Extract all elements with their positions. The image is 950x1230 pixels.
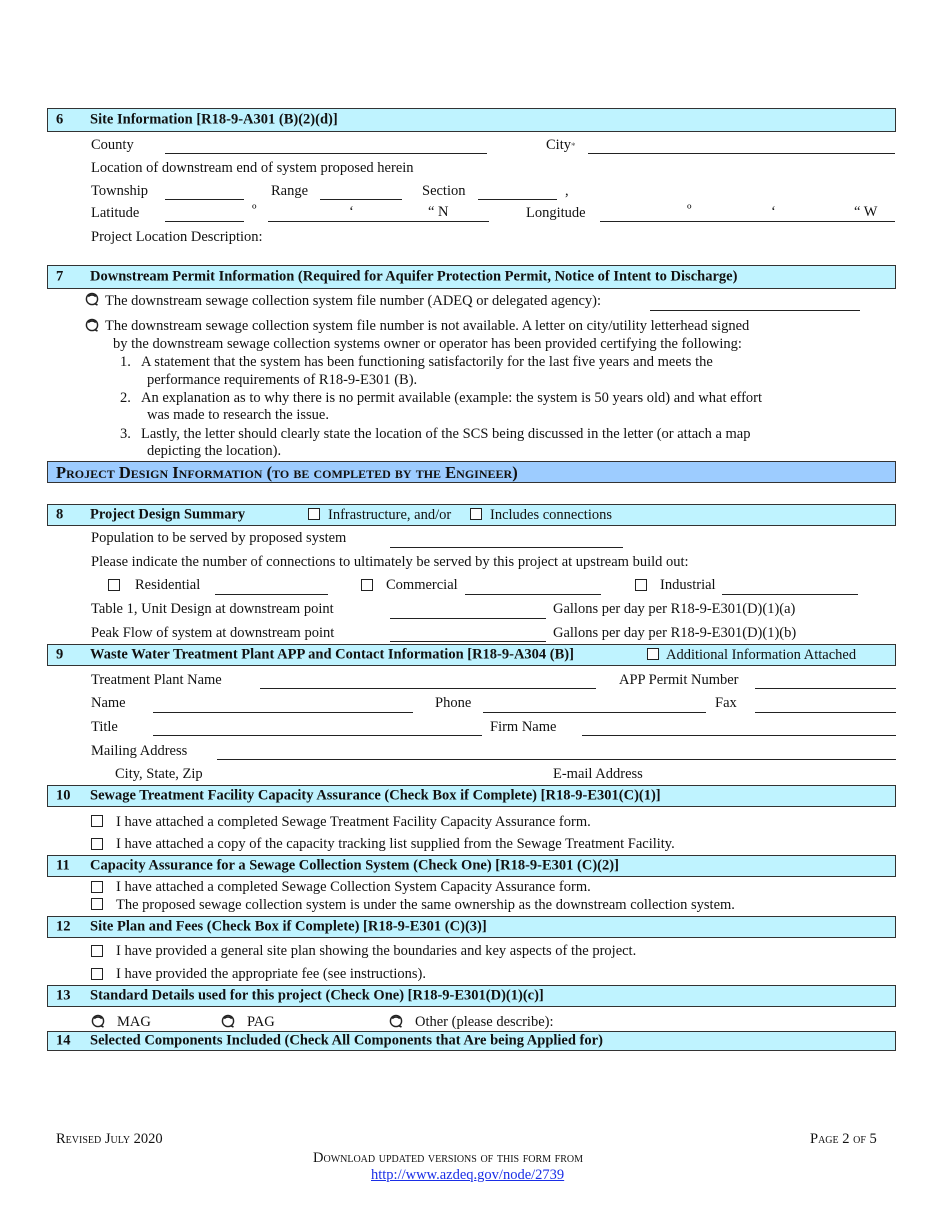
project-location-label: Project Location Description: — [91, 229, 263, 245]
township-label: Township — [91, 183, 148, 199]
section-14-header — [47, 1031, 896, 1051]
residential-field[interactable] — [215, 594, 328, 595]
radio-file-number[interactable] — [85, 292, 99, 306]
industrial-checkbox[interactable] — [635, 579, 647, 591]
section-title: Project Design Summary — [90, 506, 246, 523]
section-6-header — [47, 108, 896, 132]
download-note: Download updated versions of this form from — [313, 1150, 584, 1166]
section-title: Site Information [R18-9-A301 (B)(2)(d)] — [90, 111, 338, 128]
treatment-plant-label: Treatment Plant Name — [91, 672, 222, 688]
same-ownership-checkbox[interactable] — [91, 898, 103, 910]
capacity-form-checkbox[interactable] — [91, 815, 103, 827]
section-title: Selected Components Included (Check All Components that Are being Applied for) — [90, 1032, 603, 1049]
other-label: Other (please describe): — [415, 1014, 554, 1030]
option-file-number: The downstream sewage collection system file number (ADEQ or delegated agency): — [105, 293, 602, 309]
population-label: Population to be served by proposed system — [91, 530, 347, 546]
mailing-address-field[interactable] — [217, 759, 896, 760]
section-field[interactable] — [478, 199, 557, 200]
latitude-degrees-field[interactable] — [165, 221, 244, 222]
project-design-header — [47, 461, 896, 483]
fax-field[interactable] — [755, 712, 896, 713]
firm-name-label: Firm Name — [490, 719, 557, 735]
degree-symbol: º — [252, 202, 257, 218]
app-permit-label: APP Permit Number — [619, 672, 739, 688]
commercial-checkbox[interactable] — [361, 579, 373, 591]
latitude-label: Latitude — [91, 205, 140, 221]
list-item: An explanation as to why there is no permit available (example: the system is 50 years old) and what effort — [141, 390, 763, 406]
residential-label: Residential — [135, 577, 201, 593]
city-field[interactable] — [588, 153, 895, 154]
unit-design-field[interactable] — [390, 618, 546, 619]
minute-symbol: ‘ — [771, 204, 776, 220]
section-8-header — [47, 504, 896, 526]
app-permit-field[interactable] — [755, 688, 896, 689]
list-number: 3. — [120, 426, 131, 442]
industrial-label: Industrial — [660, 577, 716, 593]
file-number-field[interactable] — [650, 310, 860, 311]
title-label: Title — [91, 719, 118, 735]
section-7-header — [47, 265, 896, 289]
section-title: Site Plan and Fees (Check Box if Complete) [R18-9-E301 (C)(3)] — [90, 918, 487, 935]
gpd-a-label: Gallons per day per R18-9-E301(D)(1)(a) — [553, 601, 796, 617]
township-field[interactable] — [165, 199, 244, 200]
section-title: Waste Water Treatment Plant APP and Contact Information [R18-9-A304 (B)] — [90, 646, 574, 663]
additional-info-checkbox[interactable] — [647, 648, 659, 660]
title-field[interactable] — [153, 735, 482, 736]
section-13-header — [47, 985, 896, 1007]
section-number: 8 — [56, 506, 64, 523]
pag-label: PAG — [247, 1014, 275, 1030]
mailing-address-label: Mailing Address — [91, 743, 188, 759]
download-link[interactable]: http://www.azdeq.gov/node/2739 — [371, 1167, 565, 1183]
revised-date: Revised July 2020 — [56, 1131, 163, 1147]
gpd-b-label: Gallons per day per R18-9-E301(D)(1)(b) — [553, 625, 797, 641]
longitude-field[interactable] — [600, 221, 895, 222]
radio-pag[interactable] — [221, 1014, 235, 1028]
section-number: 11 — [56, 857, 70, 874]
section-number: 13 — [56, 987, 71, 1004]
peak-flow-label: Peak Flow of system at downstream point — [91, 625, 335, 641]
collection-form-checkbox[interactable] — [91, 881, 103, 893]
phone-label: Phone — [435, 695, 472, 711]
infrastructure-checkbox[interactable] — [308, 508, 320, 520]
tracking-list-checkbox[interactable] — [91, 838, 103, 850]
section-12-header — [47, 916, 896, 938]
project-design-title: Project Design Information (to be completed by the Engineer) — [56, 463, 518, 482]
includes-connections-label: Includes connections — [490, 507, 613, 523]
list-item: Lastly, the letter should clearly state the location of the SCS being discussed in the letter (or attach a map — [141, 426, 751, 442]
range-label: Range — [271, 183, 309, 199]
section-number: 6 — [56, 111, 64, 128]
site-plan-label: I have provided a general site plan showing the boundaries and key aspects of the project. — [116, 943, 637, 959]
city-state-zip-label: City, State, Zip — [115, 766, 203, 782]
section-10-header — [47, 785, 896, 807]
section-title: Standard Details used for this project (Check One) [R18-9-E301(D)(1)(c)] — [90, 987, 544, 1004]
range-field[interactable] — [320, 199, 402, 200]
list-item: A statement that the system has been functioning satisfactorily for the last five years and meets the — [141, 354, 713, 370]
section-number: 14 — [56, 1032, 71, 1049]
residential-checkbox[interactable] — [108, 579, 120, 591]
section-9-header — [47, 644, 896, 666]
section-title: Capacity Assurance for a Sewage Collection System (Check One) [R18-9-E301 (C)(2)] — [90, 857, 619, 874]
unit-design-label: Table 1, Unit Design at downstream point — [91, 601, 334, 617]
list-item-cont: was made to research the issue. — [147, 407, 329, 423]
same-ownership-label: The proposed sewage collection system is under the same ownership as the downstream collection system. — [116, 897, 735, 913]
option-no-file-number: The downstream sewage collection system file number is not available. A letter on city/utility letterhead signed — [105, 318, 750, 334]
radio-other[interactable] — [389, 1014, 403, 1028]
section-number: 10 — [56, 787, 71, 804]
additional-info-label: Additional Information Attached — [666, 647, 857, 663]
population-field[interactable] — [390, 547, 623, 548]
infrastructure-label: Infrastructure, and/or — [328, 507, 452, 523]
option-no-file-number-cont: by the downstream sewage collection systems owner or operator has been provided certifying the following: — [113, 336, 742, 352]
city-label: City* — [546, 137, 576, 153]
list-item-cont: performance requirements of R18-9-E301 (B). — [147, 372, 418, 388]
section-title: Sewage Treatment Facility Capacity Assurance (Check Box if Complete) [R18-9-E301(C)(1)] — [90, 787, 661, 804]
commercial-field[interactable] — [465, 594, 601, 595]
industrial-field[interactable] — [722, 594, 858, 595]
list-number: 1. — [120, 354, 131, 370]
phone-field[interactable] — [483, 712, 706, 713]
list-number: 2. — [120, 390, 131, 406]
capacity-form-label: I have attached a completed Sewage Treatment Facility Capacity Assurance form. — [116, 814, 591, 830]
peak-flow-field[interactable] — [390, 641, 546, 642]
commercial-label: Commercial — [386, 577, 458, 593]
name-field[interactable] — [153, 712, 413, 713]
comma: , — [565, 183, 569, 199]
fee-checkbox[interactable] — [91, 968, 103, 980]
degree-symbol: º — [687, 202, 692, 218]
includes-connections-checkbox[interactable] — [470, 508, 482, 520]
county-field[interactable] — [165, 153, 487, 154]
fax-label: Fax — [715, 695, 737, 711]
radio-mag[interactable] — [91, 1014, 105, 1028]
section-11-header — [47, 855, 896, 877]
fee-label: I have provided the appropriate fee (see instructions). — [116, 966, 427, 982]
radio-no-file-number[interactable] — [85, 318, 99, 332]
firm-name-field[interactable] — [582, 735, 896, 736]
longitude-w-label: “ W — [854, 204, 878, 220]
section-number: 9 — [56, 646, 64, 663]
name-label: Name — [91, 695, 126, 711]
latitude-n-label: “ N — [428, 204, 449, 220]
tracking-list-label: I have attached a copy of the capacity tracking list supplied from the Sewage Treatment Facility. — [116, 836, 675, 852]
treatment-plant-field[interactable] — [260, 688, 596, 689]
connections-instruction: Please indicate the number of connections to ultimately be served by this project at upstream build out: — [91, 554, 689, 570]
county-label: County — [91, 137, 134, 153]
email-label: E-mail Address — [553, 766, 643, 782]
location-label: Location of downstream end of system proposed herein — [91, 160, 414, 176]
section-title: Downstream Permit Information (Required for Aquifer Protection Permit, Notice of Intent to Discharge) — [90, 268, 738, 285]
longitude-label: Longitude — [526, 205, 586, 221]
section-label: Section — [422, 183, 466, 199]
collection-form-label: I have attached a completed Sewage Collection System Capacity Assurance form. — [116, 879, 591, 895]
list-item-cont: depicting the location). — [147, 443, 282, 459]
section-number: 7 — [56, 268, 64, 285]
latitude-minutes-field[interactable] — [268, 221, 489, 222]
site-plan-checkbox[interactable] — [91, 945, 103, 957]
section-number: 12 — [56, 918, 71, 935]
minute-symbol: ‘ — [349, 204, 354, 220]
page-number: Page 2 of 5 — [810, 1131, 877, 1147]
mag-label: MAG — [117, 1014, 151, 1030]
